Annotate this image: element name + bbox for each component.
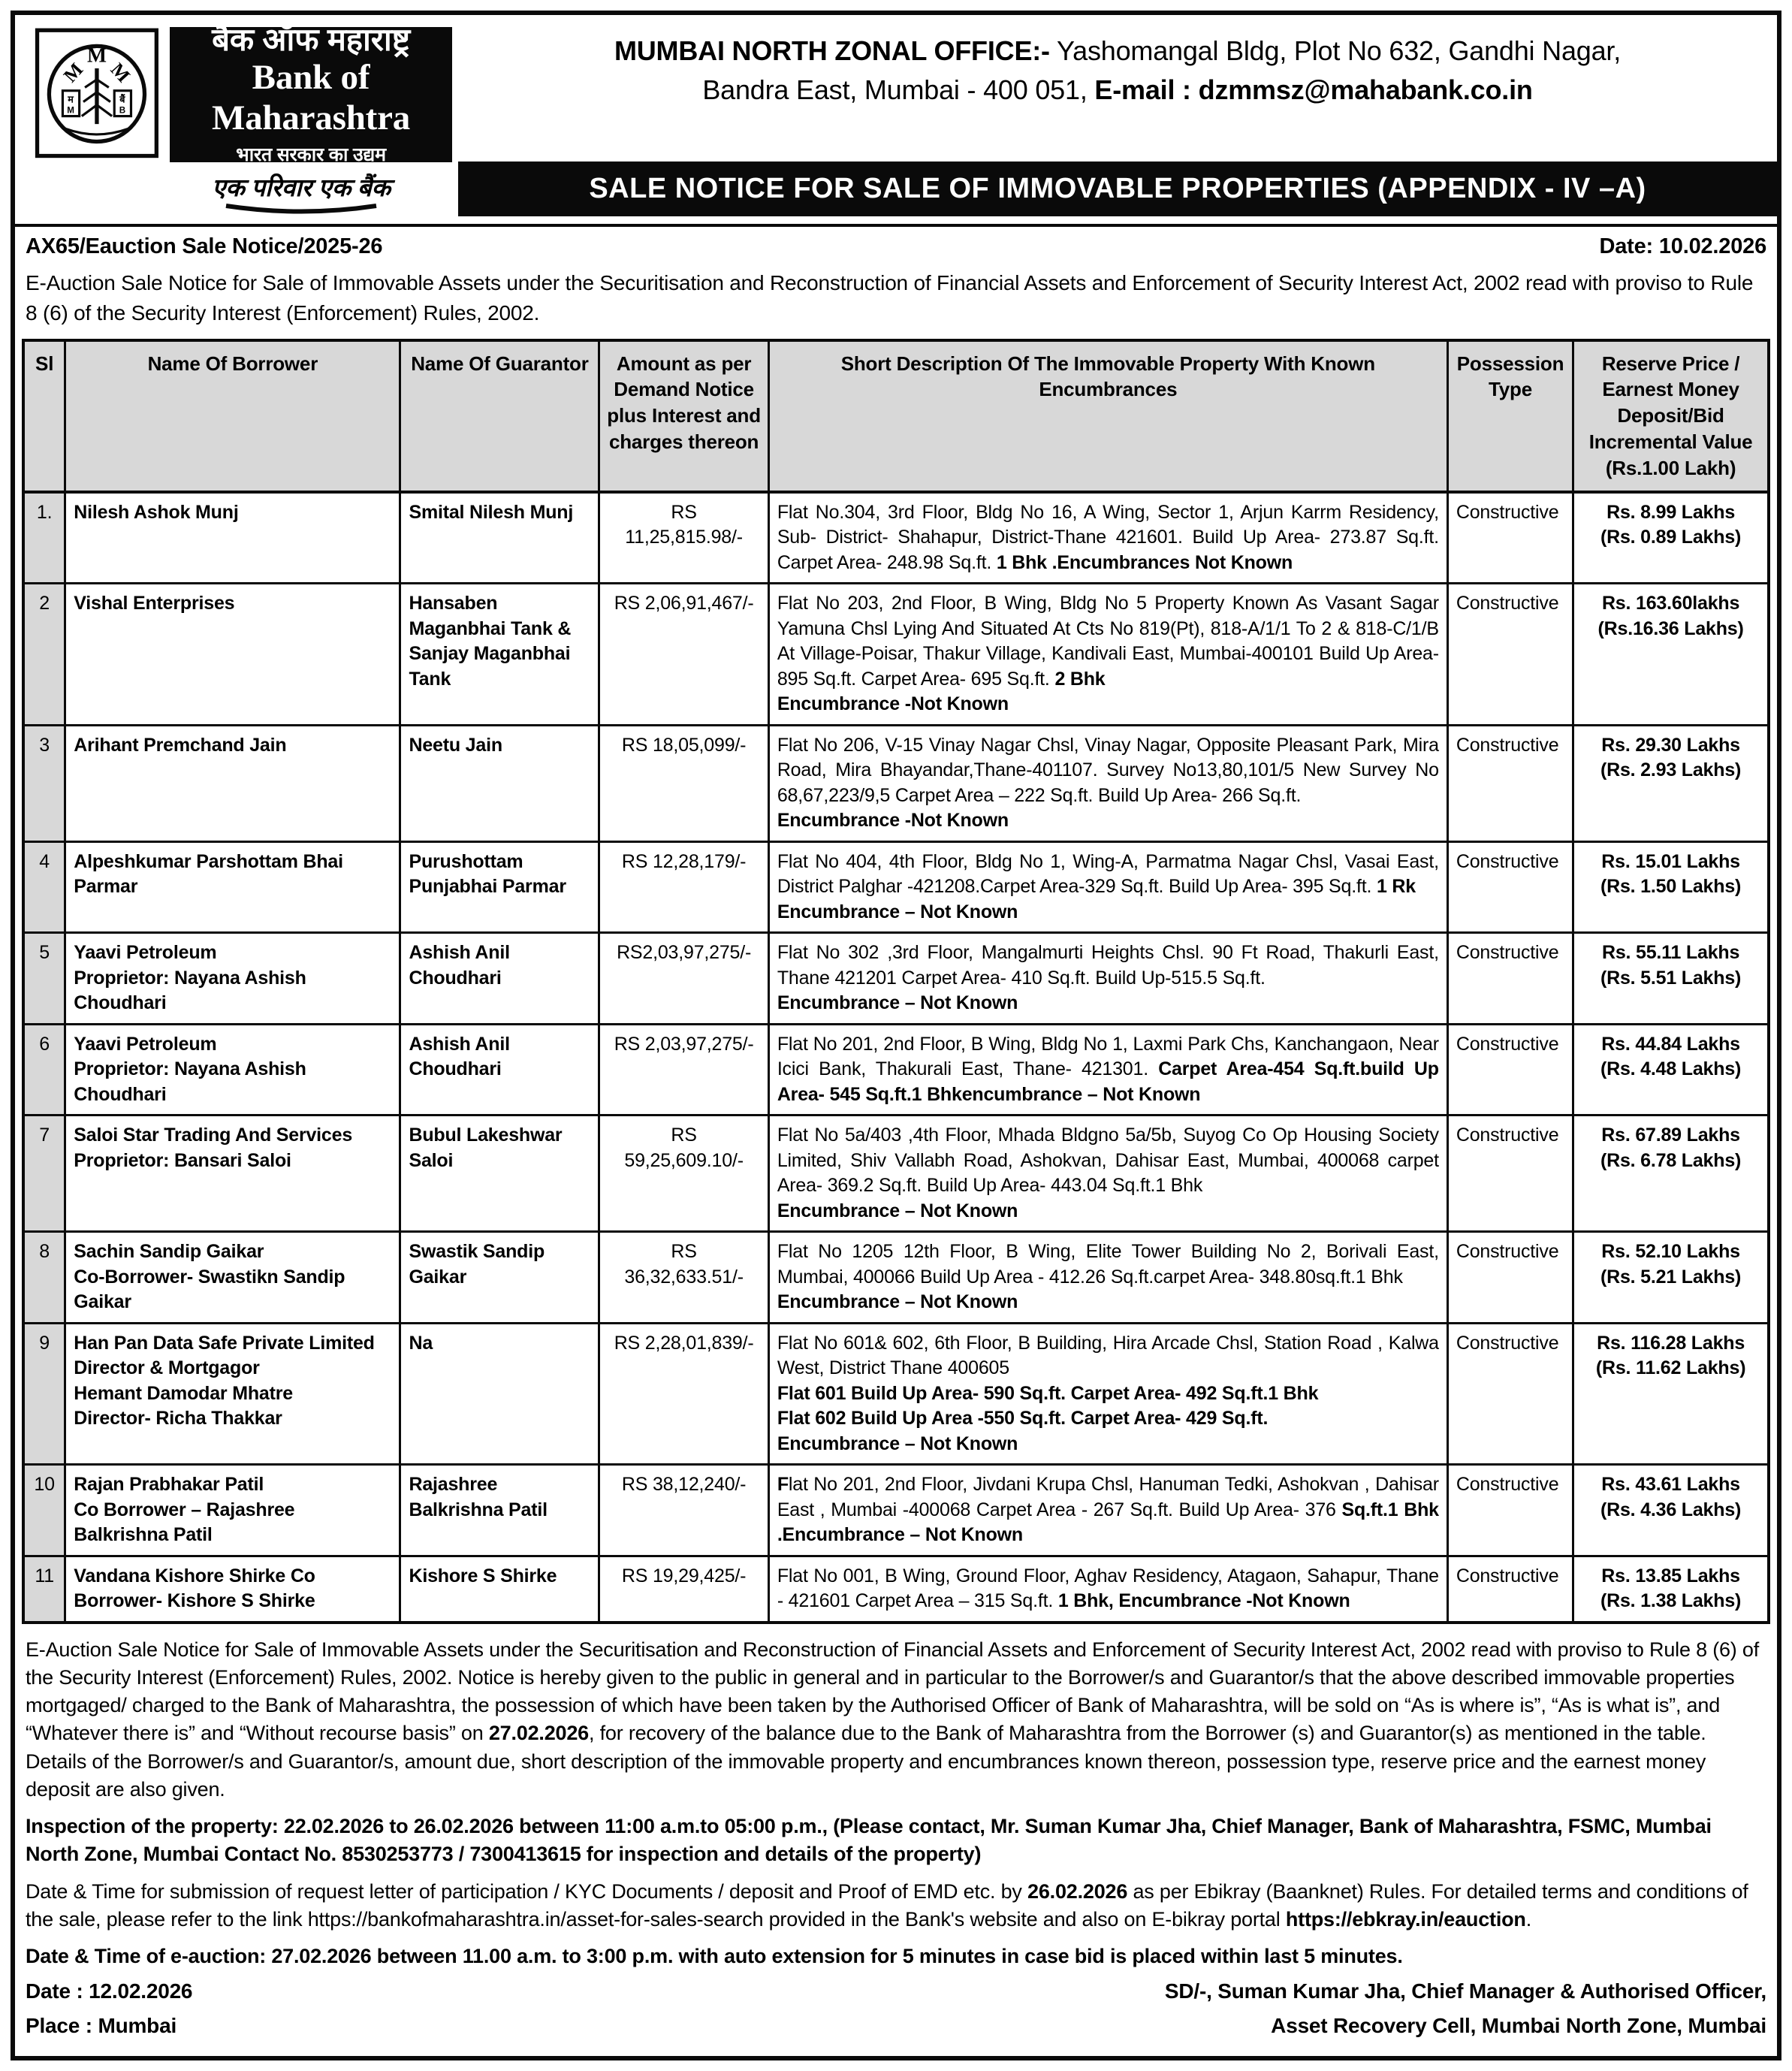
cell-serial-number: 2 [23, 584, 65, 726]
footer-notice-paragraph: E-Auction Sale Notice for Sale of Immovable Assets under the Securitisation and Reconstruction of Financial Assets and Enforcement of Security Interest Act, 2002 read with proviso to Rule 8 (6) of the Security Interest (Enforcement) Rules, 2002. Notice is hereby given to the public in general and in particular to the Borrower/s and Guarantor/s that the above described immovable properties mortgaged/ charged to the Bank of Maharashtra, the possession of which have been taken by the Authorised Officer of Bank of Maharashtra, will be sold on “As is where is”, “As is what is”, and “Whatever there is” and “Without recourse basis” on 27.02.2026, for recovery of the balance due to the Bank of Maharashtra from the Borrower (s) and Guarantor(s) as mentioned in the table. Details of the Borrower/s and Guarantor/s, amount due, short description of the immovable property and encumbrances known thereon, possession type, reserve price and the earnest money deposit are also given. [26, 1638, 1760, 1801]
cell-possession-type: Constructive [1447, 933, 1573, 1025]
cell-property-description: Flat No 5a/403 ,4th Floor, Mhada Bldgno 5a/5b, Suyog Co Op Housing Society Limited, Shiv Vallabh Road, Ashokvan, Dahisar East, Mumbai, 400068 carpet Area- 369.2 Sq.ft. Build Up Area- 443.04 Sq.ft.1 Bhk Encumbrance – Not Known [768, 1116, 1447, 1232]
cell-guarantor-name: Purushottam Punjabhai Parmar [400, 841, 599, 933]
cell-borrower-name: Rajan Prabhakar Patil Co Borrower – Rajashree Balkrishna Patil [65, 1465, 400, 1556]
cell-borrower-name: Vandana Kishore Shirke Co Borrower- Kishore S Shirke [65, 1556, 400, 1623]
cell-property-description: Flat No 404, 4th Floor, Bldg No 1, Wing-A, Parmatma Nagar Chsl, Vasai East, District Palghar -421208.Carpet Area-329 Sq.ft. Build Up Area- 395 Sq.ft. 1 Rk Encumbrance – Not Known [768, 841, 1447, 933]
table-row [23, 584, 1769, 726]
cell-property-description: Flat No 206, V-15 Vinay Nagar Chsl, Vinay Nagar, Opposite Pleasant Park, Mira Road, Mira Bhayandar,Thane-401107. Survey No13,80,101/5 New Survey No 68,67,223/9,5 Carpet Area – 222 Sq.ft. Build Up Area- 266 Sq.ft. Encumbrance -Not Known [768, 725, 1447, 841]
table-row [23, 1323, 1769, 1465]
signature-row-1 [26, 1979, 1766, 2003]
bank-tagline [150, 162, 452, 219]
cell-borrower-name: Yaavi Petroleum Proprietor: Nayana Ashish Choudhari [65, 933, 400, 1025]
cell-borrower-name: Han Pan Data Safe Private Limited Director & Mortgagor Hemant Damodar Mhatre Director- Richa Thakkar [65, 1323, 400, 1465]
footer-inspection-paragraph: Inspection of the property: 22.02.2026 to 26.02.2026 between 11:00 a.m.to 05:00 p.m., (Please contact, Mr. Suman Kumar Jha, Chief Manager, Bank of Maharashtra, FSMC, Mumbai North Zone, Mumbai Contact No. 8530253773 / 7300413615 for inspection and details of the property) [26, 1815, 1712, 1866]
table-row [23, 933, 1769, 1025]
svg-text:M: M [87, 43, 107, 67]
column-header-sl: Sl [23, 340, 65, 492]
sale-notice-banner: SALE NOTICE FOR SALE OF IMMOVABLE PROPERTIES (APPENDIX - IV –A) [458, 162, 1777, 216]
cell-reserve-price: Rs. 163.60lakhs (Rs.16.36 Lakhs) [1573, 584, 1769, 726]
cell-serial-number: 10 [23, 1465, 65, 1556]
svg-text:म: म [68, 94, 74, 105]
cell-serial-number: 1. [23, 492, 65, 584]
table-row [23, 725, 1769, 841]
cell-demand-amount: RS 18,05,099/- [599, 725, 768, 841]
cell-demand-amount: RS 12,28,179/- [599, 841, 768, 933]
cell-property-description: Flat No 001, B Wing, Ground Floor, Aghav Residency, Atagaon, Sahapur, Thane - 421601 Carpet Area – 315 Sq.ft. 1 Bhk, Encumbrance -Not Known [768, 1556, 1447, 1623]
notice-date: Date: 10.02.2026 [1599, 234, 1766, 258]
cell-reserve-price: Rs. 15.01 Lakhs (Rs. 1.50 Lakhs) [1573, 841, 1769, 933]
cell-property-description: Flat No 1205 12th Floor, B Wing, Elite Tower Building No 2, Borivali East, Mumbai, 400066 Build Up Area - 412.26 Sq.ft.carpet Area- 348.80sq.ft.1 Bhk Encumbrance – Not Known [768, 1232, 1447, 1324]
footer-eauction-paragraph: Date & Time of e-auction: 27.02.2026 between 11.00 a.m. to 3:00 p.m. with auto extension for 5 minutes in case bid is placed within last 5 minutes. [26, 1945, 1403, 1968]
signature-row-2 [26, 2014, 1766, 2038]
cell-borrower-name: Yaavi Petroleum Proprietor: Nayana Ashish Choudhari [65, 1024, 400, 1116]
cell-reserve-price: Rs. 44.84 Lakhs (Rs. 4.48 Lakhs) [1573, 1024, 1769, 1116]
cell-demand-amount: RS 2,28,01,839/- [599, 1323, 768, 1465]
reference-row [15, 227, 1777, 262]
svg-text:B: B [119, 105, 125, 116]
cell-guarantor-name: Na [400, 1323, 599, 1465]
cell-borrower-name: Saloi Star Trading And Services Proprietor: Bansari Saloi [65, 1116, 400, 1232]
cell-reserve-price: Rs. 13.85 Lakhs (Rs. 1.38 Lakhs) [1573, 1556, 1769, 1623]
cell-borrower-name: Alpeshkumar Parshottam Bhai Parmar [65, 841, 400, 933]
column-header-possession: Possession Type [1447, 340, 1573, 492]
cell-demand-amount: RS 38,12,240/- [599, 1465, 768, 1556]
cell-guarantor-name: Bubul Lakeshwar Saloi [400, 1116, 599, 1232]
cell-possession-type: Constructive [1447, 1465, 1573, 1556]
cell-reserve-price: Rs. 55.11 Lakhs (Rs. 5.51 Lakhs) [1573, 933, 1769, 1025]
bank-subtitle-hindi: भारत सरकार का उद्यम [236, 144, 386, 166]
table-row [23, 1116, 1769, 1232]
svg-text:बैं: बैं [119, 94, 125, 105]
cell-demand-amount: RS 36,32,633.51/- [599, 1232, 768, 1324]
properties-table [22, 339, 1770, 1624]
footer-submission-paragraph: Date & Time for submission of request letter of participation / KYC Documents / deposit and Proof of EMD etc. by 26.02.2026 as per Ebikray (Baanknet) Rules. For detailed terms and conditions of the sale, please refer to the link https://bankofmaharashtra.in/asset-for-sales-search provided in the Bank's website and also on E-bikray portal https://ebkray.in/eauction. [26, 1879, 1748, 1931]
table-row [23, 1024, 1769, 1116]
cell-demand-amount: RS 2,06,91,467/- [599, 584, 768, 726]
bank-logo-row [30, 21, 452, 166]
table-row [23, 841, 1769, 933]
cell-property-description: Flat No.304, 3rd Floor, Bldg No 16, A Wing, Sector 1, Arjun Karrm Residency, Sub- District- Shahapur, District-Thane 421601. Build Up Area- 273.87 Sq.ft. Carpet Area- 248.98 Sq.ft. 1 Bhk .Encumbrances Not Known [768, 492, 1447, 584]
cell-demand-amount: RS 11,25,815.98/- [599, 492, 768, 584]
cell-demand-amount: RS 19,29,425/- [599, 1556, 768, 1623]
office-header [458, 15, 1777, 224]
cell-possession-type: Constructive [1447, 725, 1573, 841]
tagline-swoosh-icon [215, 204, 388, 216]
cell-serial-number: 6 [23, 1024, 65, 1116]
column-header-description: Short Description Of The Immovable Property With Known Encumbrances [768, 340, 1447, 492]
cell-property-description: Flat No 201, 2nd Floor, Jivdani Krupa Chsl, Hanuman Tedki, Ashokvan , Dahisar East , Mumbai -400068 Carpet Area - 267 Sq.ft. Build Up Area- 376 Sq.ft.1 Bhk .Encumbrance – Not Known [768, 1465, 1447, 1556]
notice-place: Place : Mumbai [26, 2014, 177, 2038]
bank-name-hindi: बैंक ऑफ महाराष्ट्र [212, 21, 410, 57]
bank-name-english: Bank of Maharashtra [211, 58, 411, 138]
cell-reserve-price: Rs. 29.30 Lakhs (Rs. 2.93 Lakhs) [1573, 725, 1769, 841]
cell-serial-number: 4 [23, 841, 65, 933]
cell-guarantor-name: Kishore S Shirke [400, 1556, 599, 1623]
asset-recovery-cell-line: Asset Recovery Cell, Mumbai North Zone, Mumbai [1271, 2014, 1766, 2038]
cell-possession-type: Constructive [1447, 1556, 1573, 1623]
cell-serial-number: 11 [23, 1556, 65, 1623]
cell-reserve-price: Rs. 67.89 Lakhs (Rs. 6.78 Lakhs) [1573, 1116, 1769, 1232]
column-header-guarantor: Name Of Guarantor [400, 340, 599, 492]
cell-guarantor-name: Ashish Anil Choudhari [400, 933, 599, 1025]
office-address [458, 15, 1777, 162]
cell-possession-type: Constructive [1447, 1024, 1573, 1116]
svg-text:M: M [67, 105, 74, 116]
column-header-amount: Amount as per Demand Notice plus Interest and charges thereon [599, 340, 768, 492]
cell-serial-number: 7 [23, 1116, 65, 1232]
cell-demand-amount: RS 59,25,609.10/- [599, 1116, 768, 1232]
footer-section [15, 1633, 1777, 2057]
notice-reference-number: AX65/Eauction Sale Notice/2025-26 [26, 234, 383, 258]
cell-possession-type: Constructive [1447, 584, 1573, 726]
cell-property-description: Flat No 203, 2nd Floor, B Wing, Bldg No 5 Property Known As Vasant Sagar Yamuna Chsl Lying And Situated At Cts No 819(Pt), 818-A/1/1 To 2 & 818-C/1/B At Village-Poisar, Thakur Village, Kandivali East, Mumbai-400101 Build Up Area- 895 Sq.ft. Carpet Area- 695 Sq.ft. 2 Bhk Encumbrance -Not Known [768, 584, 1447, 726]
table-row [23, 1232, 1769, 1324]
cell-guarantor-name: Swastik Sandip Gaikar [400, 1232, 599, 1324]
cell-property-description: Flat No 201, 2nd Floor, B Wing, Bldg No 1, Laxmi Park Chs, Kanchangaon, Near Icici Bank, Thakurali East, Thane- 421301. Carpet Area-454 Sq.ft.build Up Area- 545 Sq.ft.1 Bhkencumbrance – Not Known [768, 1024, 1447, 1116]
office-address-line2: Bandra East, Mumbai - 400 051, E-mail : dzmmsz@mahabank.co.in [702, 74, 1533, 106]
notice-issue-date: Date : 12.02.2026 [26, 1979, 193, 2003]
table-header-row [23, 340, 1769, 492]
bank-emblem-icon [30, 27, 165, 162]
notice-sheet [11, 11, 1781, 2060]
cell-possession-type: Constructive [1447, 841, 1573, 933]
cell-reserve-price: Rs. 8.99 Lakhs (Rs. 0.89 Lakhs) [1573, 492, 1769, 584]
cell-possession-type: Constructive [1447, 1232, 1573, 1324]
cell-reserve-price: Rs. 52.10 Lakhs (Rs. 5.21 Lakhs) [1573, 1232, 1769, 1324]
table-row [23, 1556, 1769, 1623]
authorised-officer-signature: SD/-, Suman Kumar Jha, Chief Manager & Authorised Officer, [1164, 1979, 1766, 2003]
table-row [23, 1465, 1769, 1556]
column-header-borrower: Name Of Borrower [65, 340, 400, 492]
office-address-line1: MUMBAI NORTH ZONAL OFFICE:- Yashomangal Bldg, Plot No 632, Gandhi Nagar, [614, 35, 1622, 66]
masthead [15, 15, 1777, 227]
cell-possession-type: Constructive [1447, 492, 1573, 584]
cell-serial-number: 5 [23, 933, 65, 1025]
cell-serial-number: 8 [23, 1232, 65, 1324]
cell-guarantor-name: Hansaben Maganbhai Tank & Sanjay Maganbhai Tank [400, 584, 599, 726]
table-body [23, 492, 1769, 1623]
cell-demand-amount: RS2,03,97,275/- [599, 933, 768, 1025]
cell-demand-amount: RS 2,03,97,275/- [599, 1024, 768, 1116]
cell-reserve-price: Rs. 116.28 Lakhs (Rs. 11.62 Lakhs) [1573, 1323, 1769, 1465]
cell-serial-number: 9 [23, 1323, 65, 1465]
bank-tagline-text: एक परिवार एक बैंक [212, 174, 391, 201]
cell-guarantor-name: Rajashree Balkrishna Patil [400, 1465, 599, 1556]
cell-property-description: Flat No 601& 602, 6th Floor, B Building, Hira Arcade Chsl, Station Road , Kalwa West, District Thane 400605 Flat 601 Build Up Area- 590 Sq.ft. Carpet Area- 492 Sq.ft.1 Bhk Flat 602 Build Up Area -550 Sq.ft. Carpet Area- 429 Sq.ft. Encumbrance – Not Known [768, 1323, 1447, 1465]
cell-guarantor-name: Ashish Anil Choudhari [400, 1024, 599, 1116]
cell-possession-type: Constructive [1447, 1116, 1573, 1232]
intro-paragraph: E-Auction Sale Notice for Sale of Immovable Assets under the Securitisation and Reconstruction of Financial Assets and Enforcement of Security Interest Act, 2002 read with proviso to Rule 8 (6) of the Security Interest (Enforcement) Rules, 2002. [26, 271, 1754, 325]
cell-property-description: Flat No 302 ,3rd Floor, Mangalmurti Heights Chsl. 90 Ft Road, Thakurli East, Thane 421201 Carpet Area- 410 Sq.ft. Build Up-515.5 Sq.ft. Encumbrance – Not Known [768, 933, 1447, 1025]
cell-borrower-name: Sachin Sandip Gaikar Co-Borrower- Swastikn Sandip Gaikar [65, 1232, 400, 1324]
bank-brand-box [170, 21, 452, 166]
cell-possession-type: Constructive [1447, 1323, 1573, 1465]
bank-logo [15, 15, 458, 224]
svg-text:M: M [59, 59, 88, 87]
cell-guarantor-name: Neetu Jain [400, 725, 599, 841]
cell-borrower-name: Vishal Enterprises [65, 584, 400, 726]
cell-borrower-name: Arihant Premchand Jain [65, 725, 400, 841]
cell-guarantor-name: Smital Nilesh Munj [400, 492, 599, 584]
cell-borrower-name: Nilesh Ashok Munj [65, 492, 400, 584]
column-header-reserve-price: Reserve Price / Earnest Money Deposit/Bid Incremental Value (Rs.1.00 Lakh) [1573, 340, 1769, 492]
cell-serial-number: 3 [23, 725, 65, 841]
svg-text:M: M [106, 59, 134, 87]
cell-reserve-price: Rs. 43.61 Lakhs (Rs. 4.36 Lakhs) [1573, 1465, 1769, 1556]
table-row [23, 492, 1769, 584]
